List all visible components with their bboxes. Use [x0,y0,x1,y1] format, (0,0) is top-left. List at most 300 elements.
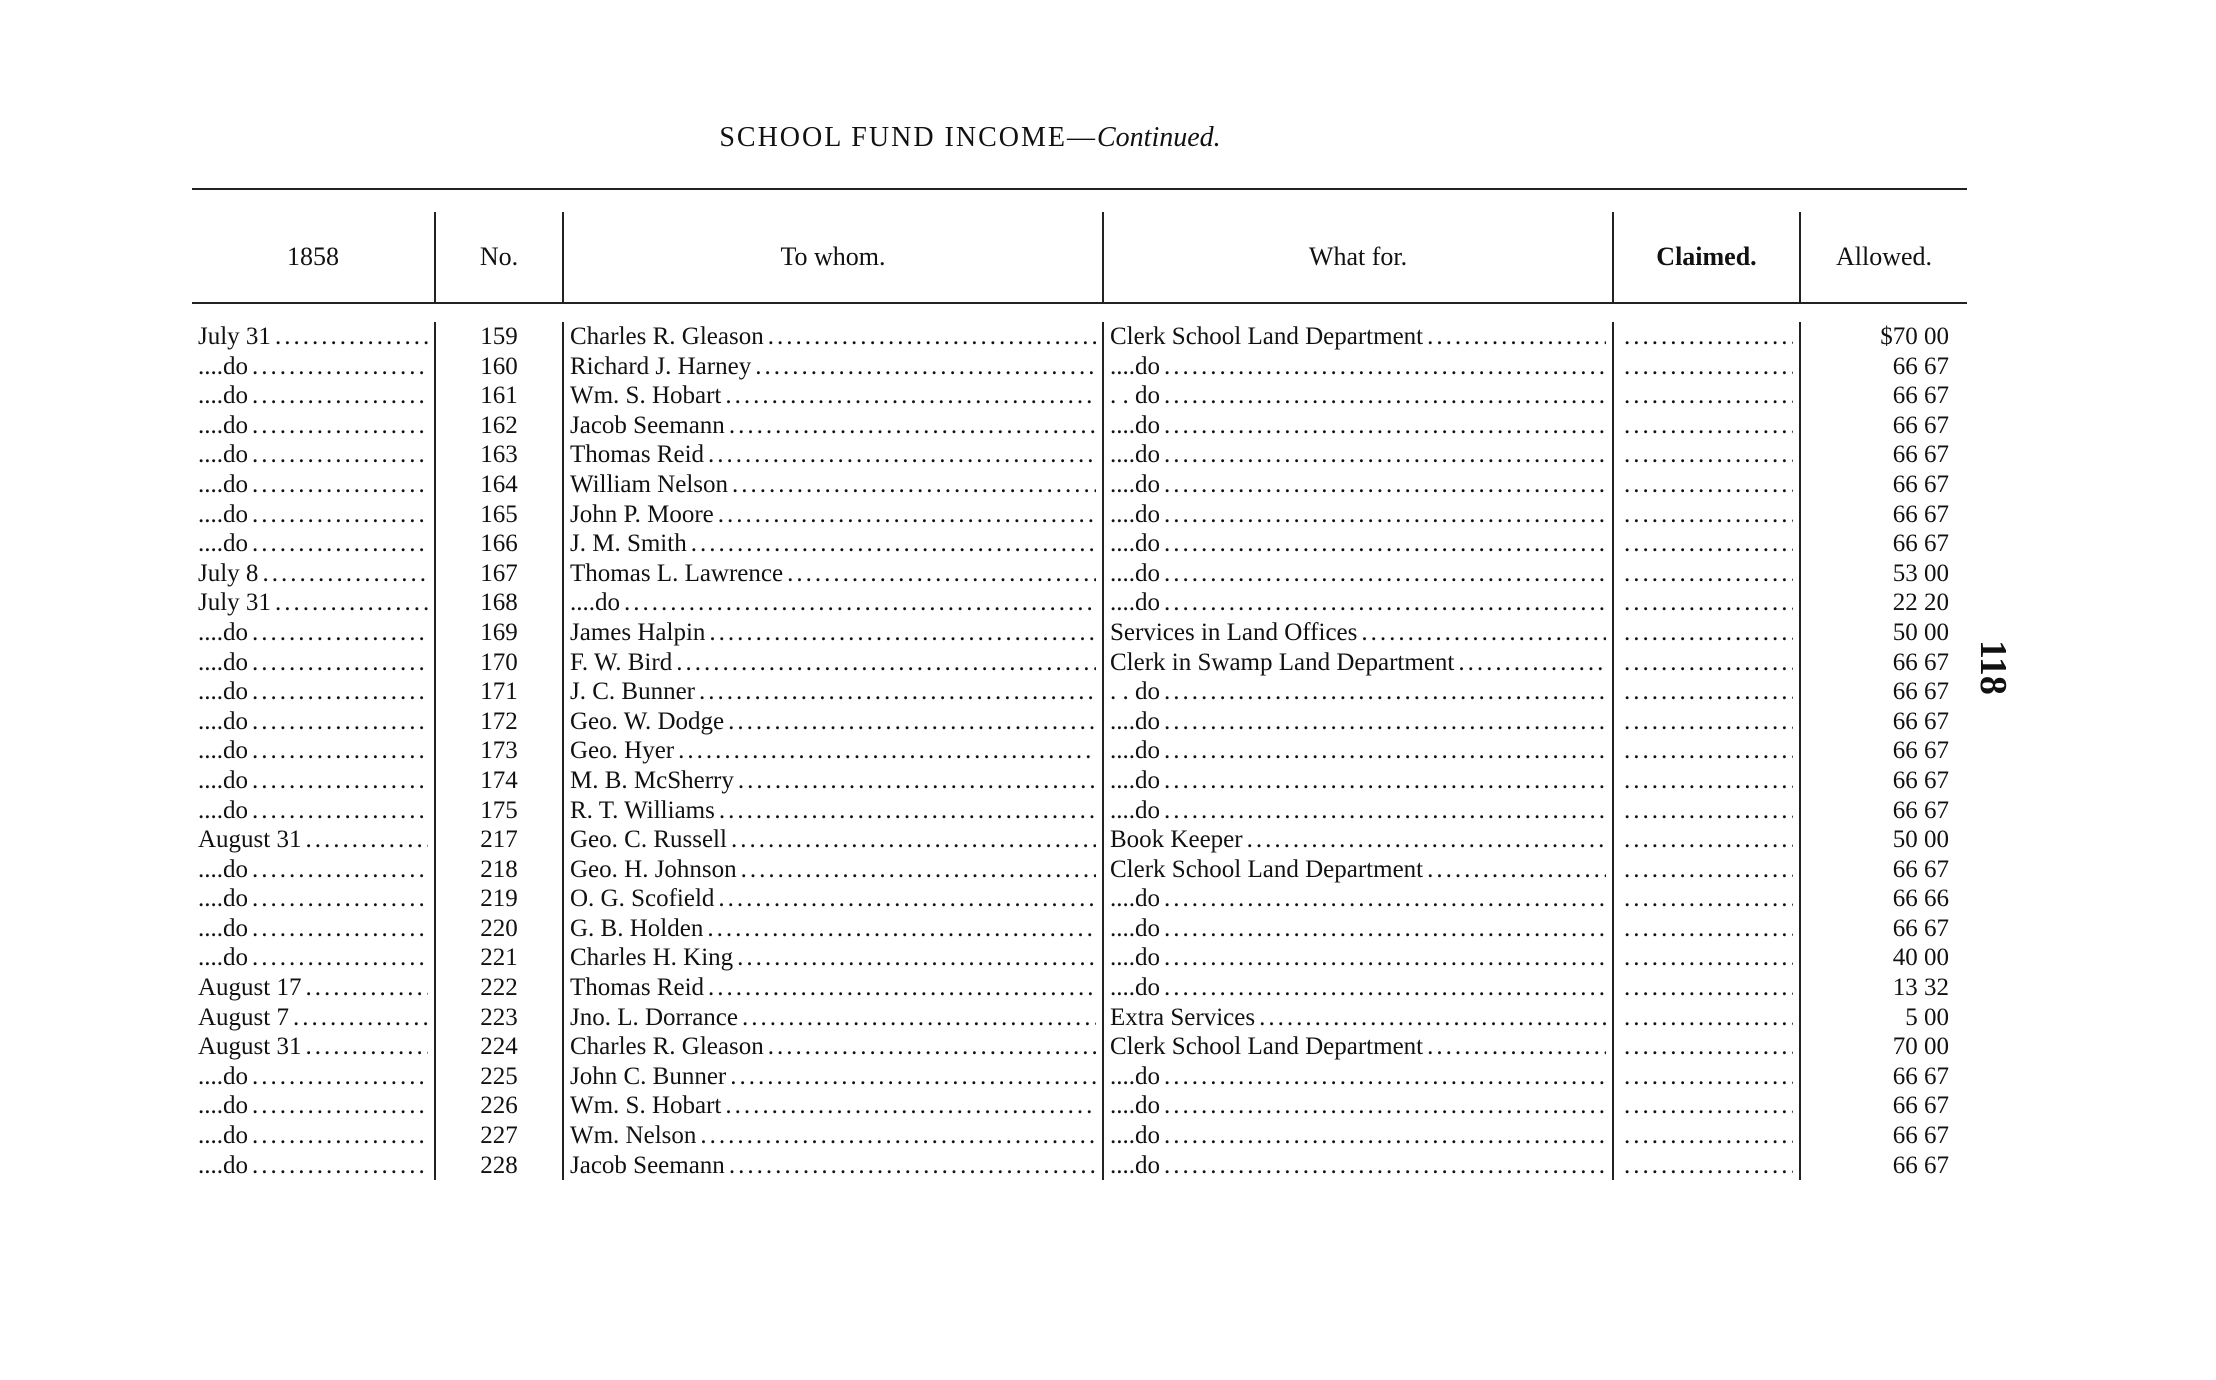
to-whom-cell-text: J. C. Bunner [570,678,695,706]
what-for-cell [1104,1151,1614,1181]
date-cell-text: July 8 [198,559,259,587]
table-row [192,973,1967,1003]
claimed-cell [1614,736,1801,766]
what-for-cell-text: ....do [1110,914,1160,942]
date-cell [192,381,436,411]
leader-dots [1164,588,1606,618]
what-for-cell [1104,825,1614,855]
claimed-cell [1614,322,1801,352]
what-for-cell [1104,470,1614,500]
number-cell: 164 [436,470,564,500]
date-cell-text: ....do [198,707,248,735]
leader-dots [1624,440,1793,470]
table-row [192,825,1967,855]
leader-dots [728,707,1096,737]
leader-dots [1624,1091,1793,1121]
date-cell [192,973,436,1003]
date-cell [192,500,436,530]
number-cell: 222 [436,973,564,1003]
leader-dots [1624,500,1793,530]
header-allowed: Allowed. [1801,212,1967,304]
leader-dots [725,381,1096,411]
date-cell [192,588,436,618]
leader-dots [252,411,428,441]
allowed-cell: 66 67 [1892,678,1949,706]
table-row [192,559,1967,589]
date-cell [192,648,436,678]
what-for-cell-text: ....do [1110,500,1160,528]
date-cell-text: ....do [198,1122,248,1150]
leader-dots [1624,855,1793,885]
leader-dots [275,588,428,618]
leader-dots [1624,1062,1793,1092]
what-for-cell-text: ....do [1110,707,1160,735]
date-cell-text: ....do [198,766,248,794]
date-cell-text: July 31 [198,589,271,617]
leader-dots [1164,1151,1606,1181]
allowed-cell: 66 67 [1892,1062,1949,1090]
to-whom-cell [564,943,1104,973]
number-cell: 224 [436,1032,564,1062]
allowed-cell: 66 67 [1892,737,1949,765]
date-cell [192,825,436,855]
date-cell-text: ....do [198,530,248,558]
claimed-cell [1614,1032,1801,1062]
number-cell: 168 [436,588,564,618]
to-whom-cell-text: J. M. Smith [570,530,687,558]
leader-dots [1624,884,1793,914]
allowed-cell: 66 67 [1892,796,1949,824]
leader-dots [708,973,1096,1003]
leader-dots [1624,352,1793,382]
leader-dots [252,677,428,707]
allowed-cell: 66 67 [1892,1151,1949,1179]
leader-dots [731,825,1096,855]
date-cell-text: August 17 [198,974,302,1002]
to-whom-cell [564,381,1104,411]
number-cell: 225 [436,1062,564,1092]
number-cell: 226 [436,1091,564,1121]
claimed-cell [1614,440,1801,470]
leader-dots [742,1003,1096,1033]
what-for-cell [1104,766,1614,796]
leader-dots [768,1032,1096,1062]
to-whom-cell-text: Wm. S. Hobart [570,1092,722,1120]
what-for-cell-text: ....do [1110,470,1160,498]
leader-dots [1164,707,1606,737]
to-whom-cell [564,855,1104,885]
claimed-cell [1614,973,1801,1003]
what-for-cell [1104,381,1614,411]
leader-dots [1624,677,1793,707]
leader-dots [252,884,428,914]
header-row [192,212,1967,304]
leader-dots [275,322,428,352]
leader-dots [1164,766,1606,796]
page-number: 118 [1972,640,2014,695]
leader-dots [252,470,428,500]
header-year: 1858 [192,212,436,304]
number-cell: 219 [436,884,564,914]
ledger-table [192,212,1967,1180]
date-cell [192,855,436,885]
date-cell-text: ....do [198,796,248,824]
date-cell-text: ....do [198,470,248,498]
date-cell [192,1032,436,1062]
allowed-cell: 66 67 [1892,352,1949,380]
top-rule [192,188,1967,190]
leader-dots [252,707,428,737]
claimed-cell [1614,352,1801,382]
allowed-cell: 66 67 [1892,1122,1949,1150]
allowed-cell: 5 00 [1905,1003,1949,1031]
number-cell: 170 [436,648,564,678]
leader-dots [787,559,1096,589]
date-cell [192,914,436,944]
to-whom-cell-text: Jacob Seemann [570,1151,725,1179]
table-row [192,352,1967,382]
to-whom-cell [564,322,1104,352]
date-cell [192,470,436,500]
number-cell: 172 [436,707,564,737]
leader-dots [1164,736,1606,766]
date-cell [192,1091,436,1121]
date-cell [192,559,436,589]
leader-dots [252,855,428,885]
what-for-cell-text: ....do [1110,411,1160,439]
what-for-cell [1104,648,1614,678]
leader-dots [1624,588,1793,618]
to-whom-cell-text: Geo. C. Russell [570,826,727,854]
to-whom-cell [564,1003,1104,1033]
to-whom-cell-text: R. T. Williams [570,796,715,824]
leader-dots [1624,1003,1793,1033]
to-whom-cell [564,648,1104,678]
date-cell-text: ....do [198,411,248,439]
leader-dots [1624,648,1793,678]
to-whom-cell-text: Geo. H. Johnson [570,855,737,883]
to-whom-cell-text: Charles R. Gleason [570,323,764,350]
what-for-cell [1104,1032,1614,1062]
leader-dots [719,796,1096,826]
date-cell [192,411,436,441]
what-for-cell [1104,914,1614,944]
date-cell [192,884,436,914]
leader-dots [293,1003,428,1033]
number-cell: 175 [436,796,564,826]
leader-dots [700,1121,1096,1151]
number-cell: 228 [436,1151,564,1181]
what-for-cell [1104,500,1614,530]
what-for-cell-text: Clerk in Swamp Land Department [1110,648,1455,676]
table-row [192,381,1967,411]
what-for-cell [1104,588,1614,618]
leader-dots [1164,1091,1606,1121]
what-for-cell [1104,677,1614,707]
leader-dots [252,1091,428,1121]
claimed-cell [1614,648,1801,678]
leader-dots [1427,1032,1606,1062]
to-whom-cell-text: Thomas L. Lawrence [570,559,784,587]
leader-dots [252,529,428,559]
allowed-cell: 70 00 [1892,1033,1949,1061]
date-cell [192,707,436,737]
number-cell: 167 [436,559,564,589]
to-whom-cell [564,796,1104,826]
what-for-cell-text: ....do [1110,352,1160,380]
date-cell [192,1003,436,1033]
number-cell: 160 [436,352,564,382]
what-for-cell-text: ....do [1110,1122,1160,1150]
leader-dots [1164,470,1606,500]
to-whom-cell [564,1151,1104,1181]
leader-dots [1624,707,1793,737]
to-whom-cell-text: ....do [570,589,620,617]
to-whom-cell [564,1062,1104,1092]
allowed-cell: 66 67 [1892,707,1949,735]
to-whom-cell [564,1121,1104,1151]
table-row [192,1062,1967,1092]
leader-dots [699,677,1096,707]
table-row [192,470,1967,500]
leader-dots [708,440,1096,470]
claimed-cell [1614,559,1801,589]
to-whom-cell [564,736,1104,766]
leader-dots [252,648,428,678]
leader-dots [1624,914,1793,944]
allowed-cell: 13 32 [1892,974,1949,1002]
leader-dots [1624,559,1793,589]
to-whom-cell-text: Charles H. King [570,944,734,972]
table-row [192,766,1967,796]
allowed-cell: 66 66 [1892,885,1949,913]
allowed-cell: $70 00 [1880,323,1949,350]
to-whom-cell-text: Wm. Nelson [570,1122,697,1150]
leader-dots [252,766,428,796]
what-for-cell-text: ....do [1110,974,1160,1002]
to-whom-cell-text: Geo. Hyer [570,737,675,765]
leader-dots [1164,559,1606,589]
to-whom-cell [564,529,1104,559]
date-cell-text: ....do [198,855,248,883]
leader-dots [1164,1121,1606,1151]
to-whom-cell [564,766,1104,796]
date-cell [192,736,436,766]
what-for-cell-text: ....do [1110,737,1160,765]
leader-dots [1164,1062,1606,1092]
leader-dots [252,736,428,766]
table-row [192,707,1967,737]
date-cell [192,796,436,826]
leader-dots [252,500,428,530]
what-for-cell [1104,943,1614,973]
leader-dots [305,1032,428,1062]
header-claimed-label: Claimed. [1656,242,1757,271]
to-whom-cell [564,914,1104,944]
leader-dots [252,440,428,470]
leader-dots [1164,352,1606,382]
allowed-cell: 66 67 [1892,500,1949,528]
to-whom-cell [564,352,1104,382]
to-whom-cell [564,884,1104,914]
leader-dots [1624,381,1793,411]
leader-dots [676,648,1096,678]
to-whom-cell-text: F. W. Bird [570,648,673,676]
leader-dots [737,943,1096,973]
date-cell [192,352,436,382]
number-cell: 221 [436,943,564,973]
claimed-cell [1614,1121,1801,1151]
leader-dots [1164,529,1606,559]
leader-dots [1259,1003,1606,1033]
what-for-cell-text: ....do [1110,530,1160,558]
leader-dots [1164,677,1606,707]
what-for-cell [1104,884,1614,914]
leader-dots [1164,796,1606,826]
header-to-whom: To whom. [564,212,1104,304]
allowed-cell: 40 00 [1892,944,1949,972]
leader-dots [252,796,428,826]
leader-dots [1164,884,1606,914]
date-cell-text: ....do [198,885,248,913]
claimed-cell [1614,914,1801,944]
allowed-cell: 22 20 [1892,589,1949,617]
to-whom-cell [564,1032,1104,1062]
table-row [192,440,1967,470]
table-row [192,796,1967,826]
to-whom-cell-text: Geo. W. Dodge [570,707,725,735]
date-cell-text: ....do [198,678,248,706]
to-whom-cell-text: Richard J. Harney [570,352,752,380]
number-cell: 220 [436,914,564,944]
what-for-cell [1104,1121,1614,1151]
to-whom-cell-text: William Nelson [570,470,728,498]
date-cell [192,766,436,796]
to-whom-cell [564,1091,1104,1121]
page-title [0,122,1940,154]
leader-dots [732,470,1096,500]
leader-dots [678,736,1096,766]
leader-dots [1624,322,1793,352]
leader-dots [1164,943,1606,973]
allowed-cell: 66 67 [1892,648,1949,676]
what-for-cell [1104,973,1614,1003]
leader-dots [305,825,428,855]
to-whom-cell-text: M. B. McSherry [570,766,734,794]
date-cell [192,618,436,648]
leader-dots [252,1151,428,1181]
what-for-cell-text: ....do [1110,1092,1160,1120]
to-whom-cell-text: Thomas Reid [570,441,705,469]
what-for-cell-text: Services in Land Offices [1110,618,1358,646]
what-for-cell [1104,618,1614,648]
allowed-cell: 66 67 [1892,530,1949,558]
claimed-cell [1614,500,1801,530]
table-row [192,529,1967,559]
date-cell-text: ....do [198,648,248,676]
to-whom-cell-text: Thomas Reid [570,974,705,1002]
leader-dots [1624,529,1793,559]
leader-dots [1427,855,1606,885]
leader-dots [1427,322,1606,352]
date-cell [192,322,436,352]
number-cell: 166 [436,529,564,559]
table-row [192,1091,1967,1121]
table-row [192,648,1967,678]
leader-dots [252,943,428,973]
claimed-cell [1614,766,1801,796]
to-whom-cell-text: Charles R. Gleason [570,1033,764,1061]
leader-dots [1624,825,1793,855]
table-row [192,914,1967,944]
leader-dots [730,1062,1096,1092]
date-cell-text: ....do [198,914,248,942]
what-for-cell-text: Clerk School Land Department [1110,855,1424,883]
leader-dots [718,500,1096,530]
claimed-cell [1614,1062,1801,1092]
to-whom-cell-text: John P. Moore [570,500,714,528]
what-for-cell [1104,736,1614,766]
date-cell-text: ....do [198,618,248,646]
table-row [192,1151,1967,1181]
header-claimed [1614,212,1801,304]
leader-dots [1624,796,1793,826]
table-row [192,943,1967,973]
table-row [192,677,1967,707]
leader-dots [741,855,1096,885]
what-for-cell-text: ....do [1110,589,1160,617]
claimed-cell [1614,411,1801,441]
date-cell [192,1121,436,1151]
what-for-cell-text: ....do [1110,441,1160,469]
what-for-cell-text: Clerk School Land Department [1110,1033,1424,1061]
what-for-cell-text: Book Keeper [1110,826,1243,854]
allowed-cell: 66 67 [1892,855,1949,883]
leader-dots [1624,1121,1793,1151]
leader-dots [718,884,1096,914]
allowed-cell: 66 67 [1892,382,1949,410]
claimed-cell [1614,855,1801,885]
leader-dots [1624,1032,1793,1062]
what-for-cell-text: . . do [1110,678,1160,706]
number-cell: 161 [436,381,564,411]
header-what-for: What for. [1104,212,1614,304]
to-whom-cell [564,440,1104,470]
allowed-cell: 66 67 [1892,766,1949,794]
date-cell-text: August 31 [198,826,302,854]
what-for-cell-text: ....do [1110,1151,1160,1179]
leader-dots [707,914,1096,944]
date-cell-text: ....do [198,441,248,469]
allowed-cell: 53 00 [1892,559,1949,587]
leader-dots [1164,411,1606,441]
date-cell-text: ....do [198,352,248,380]
table-row [192,1003,1967,1033]
claimed-cell [1614,1091,1801,1121]
table-row [192,322,1967,352]
to-whom-cell [564,588,1104,618]
what-for-cell [1104,440,1614,470]
date-cell-text: ....do [198,737,248,765]
allowed-cell: 66 67 [1892,1092,1949,1120]
what-for-cell [1104,1003,1614,1033]
date-cell [192,440,436,470]
number-cell: 223 [436,1003,564,1033]
claimed-cell [1614,1003,1801,1033]
page-title-continued: Continued. [1096,122,1221,153]
claimed-cell [1614,796,1801,826]
number-cell: 173 [436,736,564,766]
